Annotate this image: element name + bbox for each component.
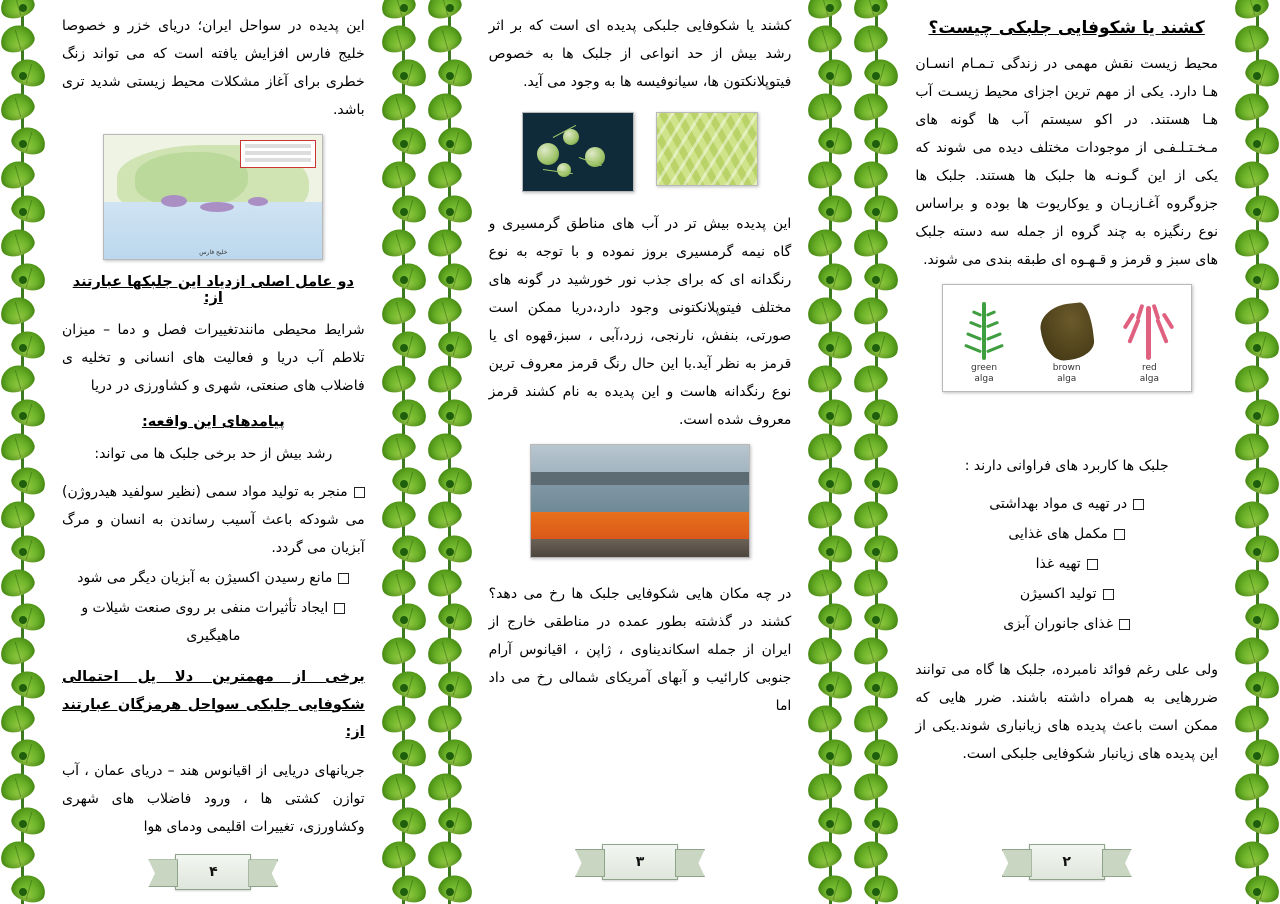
brown-alga-illustration — [1032, 298, 1102, 360]
leaf-icon — [427, 0, 464, 22]
leaf-icon — [435, 871, 472, 904]
leaf-icon — [807, 429, 844, 463]
leaf-icon — [0, 21, 37, 55]
consequences-heading: پیامدهای این واقعه: — [141, 414, 285, 430]
leaf-icon — [862, 667, 899, 701]
leaf-icon — [853, 837, 890, 871]
berry-icon — [400, 888, 408, 896]
leaf-icon — [0, 701, 37, 735]
leaf-icon — [9, 259, 46, 293]
leaf-icon — [853, 21, 890, 55]
leaf-icon — [816, 531, 853, 565]
leaf-icon — [1234, 837, 1271, 871]
leaf-icon — [389, 463, 426, 497]
berry-icon — [19, 140, 27, 148]
leaf-icon — [389, 191, 426, 225]
leaf-icon — [853, 157, 890, 191]
leaf-icon — [381, 0, 418, 22]
leaf-icon — [9, 55, 46, 89]
leaf-icon — [862, 531, 899, 565]
leaf-icon — [381, 21, 418, 55]
leaf-icon — [9, 463, 46, 497]
leaf-icon — [807, 361, 844, 395]
leaf-icon — [0, 0, 37, 22]
leaf-icon — [381, 157, 418, 191]
berry-icon — [1253, 344, 1261, 352]
berry-icon — [446, 888, 454, 896]
leaf-icon — [816, 191, 853, 225]
leaf-icon — [1243, 395, 1280, 429]
berry-icon — [19, 752, 27, 760]
vine-border-5 — [381, 0, 427, 904]
leaf-icon — [389, 599, 426, 633]
leaf-icon — [862, 803, 899, 837]
list-item-label: مکمل های غذایی — [1008, 526, 1108, 542]
leaf-icon — [1234, 21, 1271, 55]
leaf-icon — [862, 123, 899, 157]
list-item-label: مانع رسیدن اکسیژن به آبزیان دیگر می شود — [77, 570, 333, 586]
leaf-icon — [0, 769, 37, 803]
berry-icon — [1253, 276, 1261, 284]
berry-icon — [400, 276, 408, 284]
leaf-icon — [816, 395, 853, 429]
leaf-icon — [427, 701, 464, 735]
leaf-icon — [389, 735, 426, 769]
leaf-icon — [9, 123, 46, 157]
leaf-icon — [389, 667, 426, 701]
leaf-icon — [435, 463, 472, 497]
berry-icon — [1253, 208, 1261, 216]
leaf-icon — [816, 599, 853, 633]
leaf-icon — [0, 89, 37, 123]
vine-border-left-edge — [0, 0, 46, 904]
green-alga-illustration — [949, 298, 1019, 360]
leaf-icon — [381, 837, 418, 871]
leaf-icon — [853, 565, 890, 599]
leaf-icon — [435, 123, 472, 157]
algae-micrograph-cells — [522, 112, 634, 192]
berry-icon — [446, 820, 454, 828]
leaf-icon — [435, 531, 472, 565]
intro-paragraph: محیط زیست نقش مهمی در زندگی تـمـام انسـان هـا دارد. یکی از مهم ترین اجزای محیط زیسـت آب هـا هستند. در اکو سیستم آب ها گونه های مـخـتـلـفـی از موجودات مختلف دیده می شوند که یکی از این گـونـه ها جلبک ها هستند. جلبک ها جزوگروه آغـازیـان و یوکاریوت ها بوده و براساس نوع رنگیزه به چند گروه از جمله سه دسته جلبک های سبز و قرمز و قـهـوه ای طبقه بندی می شوند. — [915, 56, 1218, 268]
list-item — [62, 564, 365, 592]
leaf-icon — [9, 599, 46, 633]
berry-icon — [446, 480, 454, 488]
map-caption: خلیج فارس — [199, 249, 228, 256]
list-item-label: تهیه غذا — [1035, 556, 1081, 572]
leaf-icon — [862, 395, 899, 429]
causes-heading: دو عامل اصلی ازدیاد این جلبکها عبارتند از: — [72, 274, 354, 306]
leaf-icon — [381, 225, 418, 259]
berry-icon — [1253, 888, 1261, 896]
red-alga-illustration — [1114, 298, 1184, 360]
leaf-icon — [9, 327, 46, 361]
list-item-label: غذای جانوران آبزی — [1003, 616, 1114, 632]
berry-icon — [19, 616, 27, 624]
berry-icon — [400, 684, 408, 692]
leaf-icon — [0, 157, 37, 191]
berry-icon — [1253, 820, 1261, 828]
leaf-icon — [862, 463, 899, 497]
leaf-icon — [862, 871, 899, 904]
leaf-icon — [853, 0, 890, 22]
left-paragraph-1: این پدیده در سواحل ایران؛ دریای خزر و خصوصا خلیج فارس افزایش یافته است که می تواند زنگ خطری برای آغاز مشکلات محیط زیستی شدید تری باشد. — [61, 18, 365, 118]
leaf-icon — [9, 871, 46, 904]
berry-icon — [400, 616, 408, 624]
leaf-icon — [427, 633, 464, 667]
bullet-box-icon — [1114, 529, 1125, 540]
berry-icon — [400, 208, 408, 216]
leaf-icon — [807, 0, 844, 22]
berry-icon — [1253, 548, 1261, 556]
vine-border-right-edge — [1234, 0, 1280, 904]
berry-icon — [19, 820, 27, 828]
uses-heading: جلبک ها کاربرد های فراوانی دارند : — [964, 458, 1169, 474]
vine-border-2 — [853, 0, 899, 904]
causes-paragraph: شرایط محیطی مانندتغییرات فصل و دما – میزان تلاطم آب دریا و فعالیت های انسانی و تخلیه ی فاضلاب های صنعتی، شهری و کشاورزی در دریا — [61, 322, 365, 394]
vine-border-3 — [807, 0, 853, 904]
leaf-icon — [427, 157, 464, 191]
leaf-icon — [853, 497, 890, 531]
berry-icon — [1253, 480, 1261, 488]
list-item — [62, 478, 365, 562]
berry-icon — [19, 888, 27, 896]
leaf-icon — [435, 803, 472, 837]
panel-right — [899, 0, 1234, 904]
leaf-icon — [389, 55, 426, 89]
leaf-icon — [389, 123, 426, 157]
bullet-box-icon — [1133, 499, 1144, 510]
leaf-icon — [807, 701, 844, 735]
green-alga-label-line2: alga — [974, 373, 994, 384]
leaf-icon — [1243, 667, 1280, 701]
leaf-icon — [427, 497, 464, 531]
leaf-icon — [389, 395, 426, 429]
list-item — [915, 610, 1218, 638]
leaf-icon — [389, 871, 426, 904]
berry-icon — [19, 412, 27, 420]
leaf-icon — [427, 21, 464, 55]
middle-paragraph-1: کشند یا شکوفایی جلبکی پدیده ای است که بر اثر رشد بیش از حد انواعی از جلبک ها به خصوص فیتوپلانکتون ها، سیانوفیسه ها به وجود می آید. — [488, 18, 792, 90]
list-item-label: منجر به تولید مواد سمی (نظیر سولفید هیدروژن) می شودکه باعث آسیب رساندن به انسان و مرگ آبزیان می گردد. — [61, 484, 365, 556]
berry-icon — [446, 684, 454, 692]
leaf-icon — [381, 293, 418, 327]
consequences-list — [62, 478, 365, 650]
brown-alga-item — [1032, 298, 1102, 386]
berry-icon — [19, 684, 27, 692]
iran-coastal-map — [103, 134, 323, 260]
leaf-icon — [816, 55, 853, 89]
leaf-icon — [807, 293, 844, 327]
leaf-icon — [862, 259, 899, 293]
berry-icon — [1253, 616, 1261, 624]
berry-icon — [19, 344, 27, 352]
page-number-badge — [175, 854, 251, 890]
leaf-icon — [807, 769, 844, 803]
leaf-icon — [1243, 803, 1280, 837]
berry-icon — [1253, 752, 1261, 760]
leaf-icon — [381, 497, 418, 531]
map-legend — [240, 140, 316, 168]
leaf-icon — [427, 429, 464, 463]
leaf-icon — [427, 89, 464, 123]
list-item — [915, 580, 1218, 608]
berry-icon — [446, 4, 454, 12]
brown-alga-label-line1: brown — [1052, 362, 1081, 373]
leaf-icon — [381, 429, 418, 463]
leaf-icon — [9, 735, 46, 769]
leaf-icon — [1234, 633, 1271, 667]
page-title: کشند یا شکوفایی جلبکی چیست؟ — [928, 18, 1205, 38]
leaf-icon — [853, 429, 890, 463]
berry-icon — [446, 140, 454, 148]
leaf-icon — [0, 225, 37, 259]
berry-icon — [400, 752, 408, 760]
algae-micrograph-filamentous — [656, 112, 758, 186]
leaf-icon — [862, 55, 899, 89]
berry-icon — [400, 480, 408, 488]
leaf-icon — [9, 667, 46, 701]
leaf-icon — [853, 225, 890, 259]
leaf-icon — [0, 565, 37, 599]
leaf-icon — [1243, 735, 1280, 769]
micrograph-row — [489, 112, 792, 192]
page-number-ribbon-wrap — [489, 830, 792, 904]
berry-icon — [1253, 684, 1261, 692]
leaf-icon — [389, 327, 426, 361]
list-item — [915, 490, 1218, 518]
list-item-label: ایجاد تأثیرات منفی بر روی صنعت شیلات و ماهیگیری — [81, 600, 329, 644]
leaf-icon — [1234, 157, 1271, 191]
berry-icon — [19, 480, 27, 488]
brown-alga-label-line2: alga — [1057, 373, 1077, 384]
berry-icon — [400, 4, 408, 12]
leaf-icon — [389, 531, 426, 565]
leaf-icon — [807, 21, 844, 55]
berry-icon — [446, 752, 454, 760]
page-number-badge — [1029, 844, 1105, 880]
leaf-icon — [816, 667, 853, 701]
berry-icon — [400, 72, 408, 80]
leaf-icon — [862, 735, 899, 769]
leaf-icon — [807, 837, 844, 871]
middle-paragraph-3: در چه مکان هایی شکوفایی جلبک ها رخ می دهد؟ کشند در گذشته بطور عمده در مناطقی خارج از ایران از جمله اسکاندیناوی ، ژاپن ، اقیانوس آرام جنوبی کارائیب و آبهای آمریکای شمالی رخ می داد اما — [488, 586, 792, 714]
leaf-icon — [816, 123, 853, 157]
leaf-icon — [0, 837, 37, 871]
leaf-icon — [1243, 327, 1280, 361]
bullet-box-icon — [1119, 619, 1130, 630]
berry-icon — [446, 548, 454, 556]
berry-icon — [446, 344, 454, 352]
leaf-icon — [1243, 531, 1280, 565]
leaf-icon — [862, 191, 899, 225]
leaf-icon — [816, 871, 853, 904]
leaf-icon — [816, 259, 853, 293]
red-tide-lake-photo — [530, 444, 750, 558]
leaf-icon — [0, 497, 37, 531]
panel-middle — [473, 0, 808, 904]
red-alga-label-line1: red — [1141, 362, 1157, 373]
bullet-box-icon — [1103, 589, 1114, 600]
red-alga-label-line2: alga — [1139, 373, 1159, 384]
red-alga-item — [1114, 298, 1184, 386]
reasons-paragraph: جریانهای دریایی از اقیانوس هند – دریای عمان ، آب توازن کشتی ها ، ورود فاضلاب های شهری وکشاورزی، تغییرات اقلیمی ودمای هوا — [61, 762, 365, 835]
leaf-icon — [1234, 0, 1271, 22]
leaf-icon — [9, 531, 46, 565]
leaf-icon — [389, 803, 426, 837]
bullet-box-icon — [1087, 559, 1098, 570]
leaf-icon — [427, 769, 464, 803]
leaf-icon — [381, 565, 418, 599]
leaf-icon — [435, 55, 472, 89]
leaf-icon — [853, 701, 890, 735]
leaf-icon — [9, 395, 46, 429]
closing-paragraph: ولی علی رغم فوائد نامبرده، جلبک ها گاه می توانند ضررهایی به همراه داشته باشند. ضرر هایی که ممکن است باعث پدیده های زیانباری شوند.یکی از این پدیده های زیانبار شکوفایی جلبکی است. — [915, 662, 1218, 762]
page-number: ۲ — [1062, 854, 1071, 870]
leaf-icon — [1243, 599, 1280, 633]
page-number-ribbon-wrap — [915, 830, 1218, 904]
reasons-heading: برخی از مهمترین دلا یل احتمالی شکوفایی جلبکی سواحل هرمزگان عبارتند از: — [61, 669, 365, 741]
leaf-icon — [0, 361, 37, 395]
leaf-icon — [427, 225, 464, 259]
page-number-badge — [602, 844, 678, 880]
leaf-icon — [1243, 55, 1280, 89]
leaf-icon — [427, 565, 464, 599]
leaf-icon — [0, 429, 37, 463]
leaf-icon — [381, 633, 418, 667]
leaf-icon — [435, 259, 472, 293]
leaf-icon — [816, 327, 853, 361]
leaf-icon — [807, 89, 844, 123]
leaf-icon — [1234, 89, 1271, 123]
list-item-label: تولید اکسیژن — [1019, 586, 1097, 602]
leaf-icon — [0, 293, 37, 327]
leaf-icon — [435, 191, 472, 225]
leaf-icon — [0, 633, 37, 667]
list-item — [915, 550, 1218, 578]
berry-icon — [400, 820, 408, 828]
bullet-box-icon — [338, 573, 349, 584]
algae-types-figure — [942, 284, 1192, 392]
leaf-icon — [1234, 769, 1271, 803]
leaf-icon — [816, 803, 853, 837]
leaf-icon — [807, 633, 844, 667]
berry-icon — [400, 412, 408, 420]
berry-icon — [446, 208, 454, 216]
leaf-icon — [1243, 463, 1280, 497]
leaf-icon — [1234, 361, 1271, 395]
leaf-icon — [1243, 259, 1280, 293]
list-item — [62, 594, 365, 650]
berry-icon — [19, 276, 27, 284]
leaf-icon — [853, 361, 890, 395]
leaf-icon — [427, 293, 464, 327]
berry-icon — [19, 548, 27, 556]
list-item — [915, 520, 1218, 548]
berry-icon — [400, 140, 408, 148]
leaf-icon — [1234, 497, 1271, 531]
leaf-icon — [1243, 871, 1280, 904]
leaf-icon — [435, 395, 472, 429]
leaf-icon — [862, 599, 899, 633]
leaf-icon — [435, 327, 472, 361]
leaf-icon — [853, 89, 890, 123]
berry-icon — [400, 344, 408, 352]
berry-icon — [400, 548, 408, 556]
leaf-icon — [389, 259, 426, 293]
panel-left — [46, 0, 381, 904]
green-alga-item — [949, 298, 1019, 386]
berry-icon — [446, 616, 454, 624]
leaf-icon — [1243, 191, 1280, 225]
leaf-icon — [9, 803, 46, 837]
berry-icon — [1253, 4, 1261, 12]
berry-icon — [446, 72, 454, 80]
page-number: ۳ — [635, 854, 645, 870]
leaf-icon — [381, 89, 418, 123]
list-item-label: در تهیه ی مواد بهداشتی — [989, 496, 1128, 512]
leaf-icon — [853, 633, 890, 667]
leaf-icon — [807, 565, 844, 599]
leaf-icon — [427, 837, 464, 871]
bullet-box-icon — [334, 603, 345, 614]
leaf-icon — [435, 735, 472, 769]
leaf-icon — [381, 769, 418, 803]
berry-icon — [446, 276, 454, 284]
leaf-icon — [9, 191, 46, 225]
middle-paragraph-2: این پدیده بیش تر در آب های مناطق گرمسیری و گاه نیمه گرمسیری بروز نموده و با توجه به نوع رنگدانه ای که برای جذب نور خورشید در گونه های مختلف فیتوپلانکتونی وجود دارد،دریا ممکن است صورتی، بنفش، نارنجی، زرد،آبی ، سبز،قهوه ای یا قرمز به نظر آید.با این حال رنگ قرمز معروف ترین نوع رنگدانه هاست و این پدیده به نام کشند قرمز معروف شده است. — [488, 216, 792, 428]
berry-icon — [1253, 140, 1261, 148]
leaf-icon — [807, 225, 844, 259]
leaf-icon — [853, 293, 890, 327]
vine-border-4 — [427, 0, 473, 904]
leaf-icon — [1234, 429, 1271, 463]
leaf-icon — [807, 497, 844, 531]
berry-icon — [19, 72, 27, 80]
uses-list — [915, 490, 1218, 638]
leaf-icon — [435, 599, 472, 633]
leaf-icon — [853, 769, 890, 803]
page-number: ۴ — [209, 864, 218, 881]
leaf-icon — [381, 701, 418, 735]
leaf-icon — [1234, 293, 1271, 327]
berry-icon — [1253, 72, 1261, 80]
leaf-icon — [862, 327, 899, 361]
green-alga-label-line1: green — [971, 362, 998, 373]
leaf-icon — [435, 667, 472, 701]
leaf-icon — [381, 361, 418, 395]
berry-icon — [19, 4, 27, 12]
leaf-icon — [816, 735, 853, 769]
page-number-ribbon-wrap — [62, 851, 365, 904]
leaf-icon — [816, 463, 853, 497]
bullet-box-icon — [354, 487, 365, 498]
leaf-icon — [1234, 225, 1271, 259]
leaf-icon — [427, 361, 464, 395]
leaf-icon — [1243, 123, 1280, 157]
berry-icon — [446, 412, 454, 420]
berry-icon — [19, 208, 27, 216]
consequences-intro: رشد بیش از حد برخی جلبک ها می تواند: — [94, 446, 333, 462]
leaf-icon — [1234, 701, 1271, 735]
leaf-icon — [1234, 565, 1271, 599]
berry-icon — [1253, 412, 1261, 420]
leaf-icon — [807, 157, 844, 191]
